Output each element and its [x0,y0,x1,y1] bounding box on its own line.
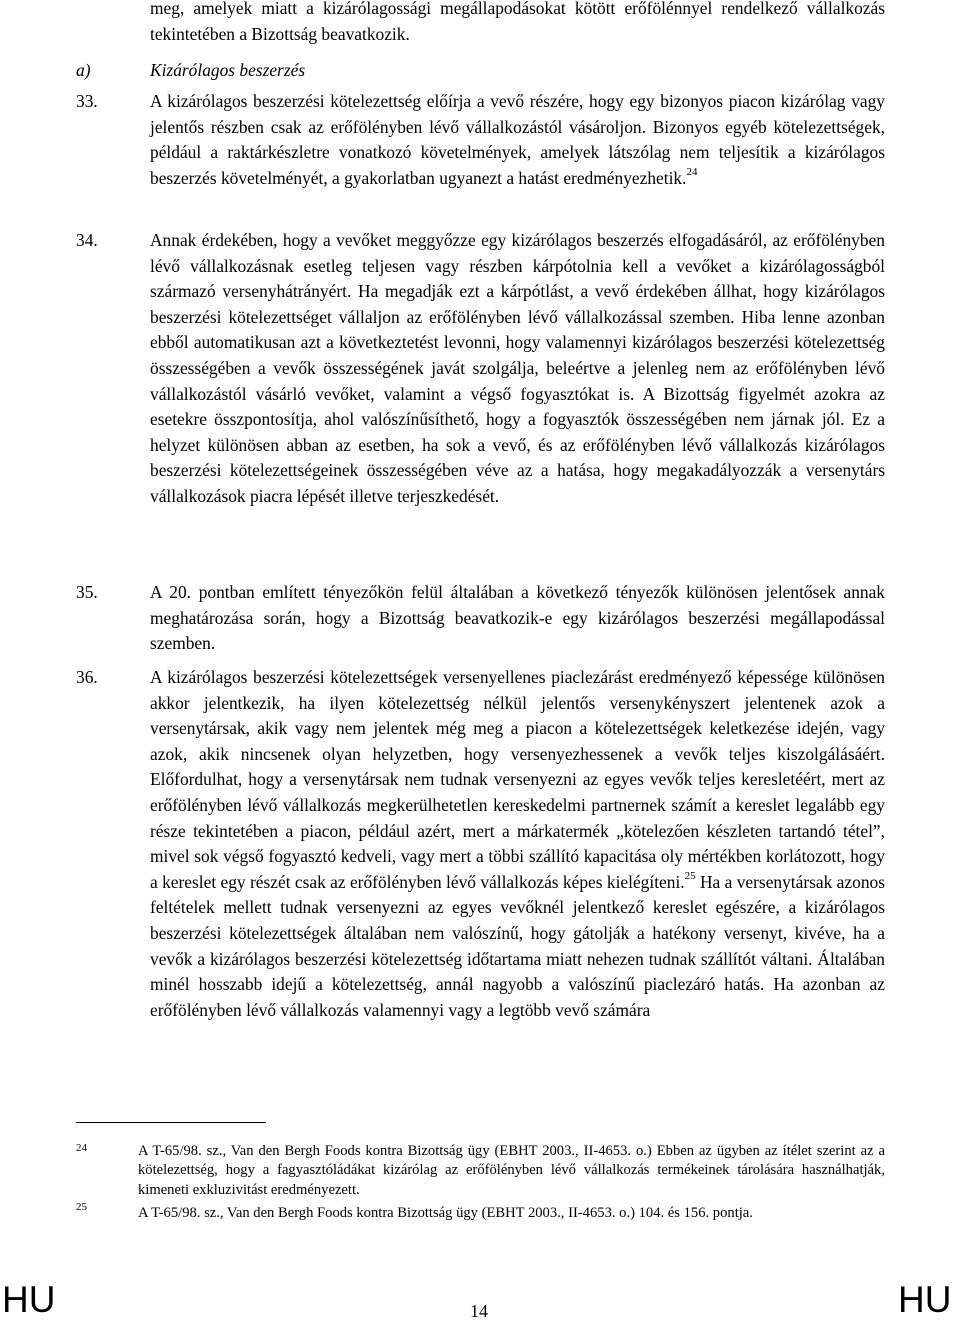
footnote-separator [76,1122,266,1123]
paragraph-36 [150,665,885,1023]
paragraph-number: 33. [76,91,98,111]
paragraph-text: A kizárólagos beszerzési kötelezettségek versenyellenes piaclezárást eredményező képessége különösen akkor jelentkezik, ha ilyen kötelezettség nélkül jelentős versenykényszert jelentenek azok a versenytársak, akik vagy nem jelentek még meg a piacon a kötelezettségek keletkezése idején, vagy azok, akik nincsenek olyan helyzetben, hogy versenyezhessenek a vevők teljes kiszolgálásáért. Előfordulhat, hogy a versenytársak nem tudnak versenyezni az egyes vevők teljes keresletéért, mert az erőfölényben lévő vállalkozás megkerülhetetlen kereskedelmi partnernek számít a kereslet legalább egy része tekintetében a piacon, például azért, mert a márkatermék „kötelezően készleten tartandó tétel”, mivel sok végső fogyasztó kedveli, vagy mert a többi szállító kapacitása oly mértékben korlátozott, hogy a kereslet egy részét csak az erőfölényben lévő vállalkozás képes kielégíteni. [150,667,885,892]
footnote-number: 25 [76,1201,87,1213]
paragraph-number: 34. [76,230,98,250]
section-label: a) [76,60,91,80]
paragraph-35: A 20. pontban említett tényezőkön felül általában a következő tényezők különösen jelentősek annak meghatározása során, hogy a Bizottság beavatkozik-e egy kizárólagos beszerzési megállapodással szemben. [150,582,885,654]
continuation-text: meg, amelyek miatt a kizárólagossági megállapodásokat kötött erőfölénnyel rendelkező vállalkozás tekintetében a Bizottság beavatkozik. [150,0,885,44]
page-number: 14 [470,1301,488,1321]
footnote-reference[interactable]: 25 [684,869,696,882]
section-title: Kizárólagos beszerzés [150,60,306,80]
paragraph-number: 35. [76,582,98,602]
footer-language-left: HU [2,1279,56,1320]
footnote-25: A T-65/98. sz., Van den Bergh Foods kontra Bizottság ügy (EBHT 2003., II-4653. o.) 104. és 156. pontja. [138,1205,753,1221]
paragraph-number: 36. [76,667,98,687]
footnote-number: 24 [76,1142,87,1154]
paragraph-text: A kizárólagos beszerzési kötelezettség előírja a vevő részére, hogy egy bizonyos piacon kizárólag vagy jelentős részben csak az erőfölényben lévő vállalkozástól vásároljon. Bizonyos egyéb kötelezettségek, például a raktárkészletre vonatkozó követelmények, amelyek látszólag nem teljesítik a kizárólagos beszerzés követelményét, a gyakorlatban ugyanezt a hatást eredményezhetik. [150,91,885,188]
paragraph-34: Annak érdekében, hogy a vevőket meggyőzze egy kizárólagos beszerzés elfogadásáról, az erőfölényben lévő vállalkozásnak esetleg teljesen vagy részben kárpótolnia kell a vevőket a kizárólagosságból származó versenyhátrányért. Ha megadják ezt a kárpótlást, a vevő érdekében állhat, hogy kizárólagos beszerzési kötelezettséget vállaljon az erőfölényben lévő vállalkozással szemben. Hiba lenne azonban ebből automatikusan azt a következtetést levonni, hogy valamennyi kizárólagos beszerzési kötelezettség összességében a vevők összességének javát szolgálja, beleértve a jelenleg nem az erőfölényben lévő vállalkozástól vásárló vevőket, valamint a végső fogyasztókat is. A Bizottság figyelmét azokra az esetekre összpontosítja, ahol valószínűsíthető, hogy a fogyasztók összességében nem járnak jól. Ez a helyzet különösen abban az esetben, ha sok a vevő, és az erőfölényben lévő vállalkozás kizárólagos beszerzési kötelezettségeinek összességében véve az a hatása, hogy megakadályozzák a versenytárs vállalkozások piacra lépését illetve terjeszkedését. [150,230,885,506]
footnote-reference[interactable]: 24 [686,165,698,178]
paragraph-33 [150,89,885,191]
footnote-24: A T-65/98. sz., Van den Bergh Foods kontra Bizottság ügy (EBHT 2003., II-4653. o.) Ebben az ügyben az ítélet szerint az a kötelezettség, hogy a fagyasztóládákat kizárólag az erőfölényben lévő vállalkozás termékeinek tárolására használhatják, kimeneti exkluzivitást eredményezett. [138,1143,885,1198]
footer-language-right: HU [898,1279,952,1320]
paragraph-text: Ha a versenytársak azonos feltételek mellett tudnak versenyezni az egyes vevőknél jelentkező kereslet egészére, a kizárólagos beszerzési kötelezettségek általában nem valószínű, hogy gátolják a hatékony versenyt, kivéve, ha a vevők a kizárólagos beszerzési kötelezettség időtartama miatt nehezen tudnak szállítót váltani. Általában minél hosszabb idejű a kötelezettség, annál nagyobb a valószínű piaclezáró hatás. Ha azonban az erőfölényben lévő vállalkozás valamennyi vagy a legtöbb vevő számára [150,871,885,1020]
